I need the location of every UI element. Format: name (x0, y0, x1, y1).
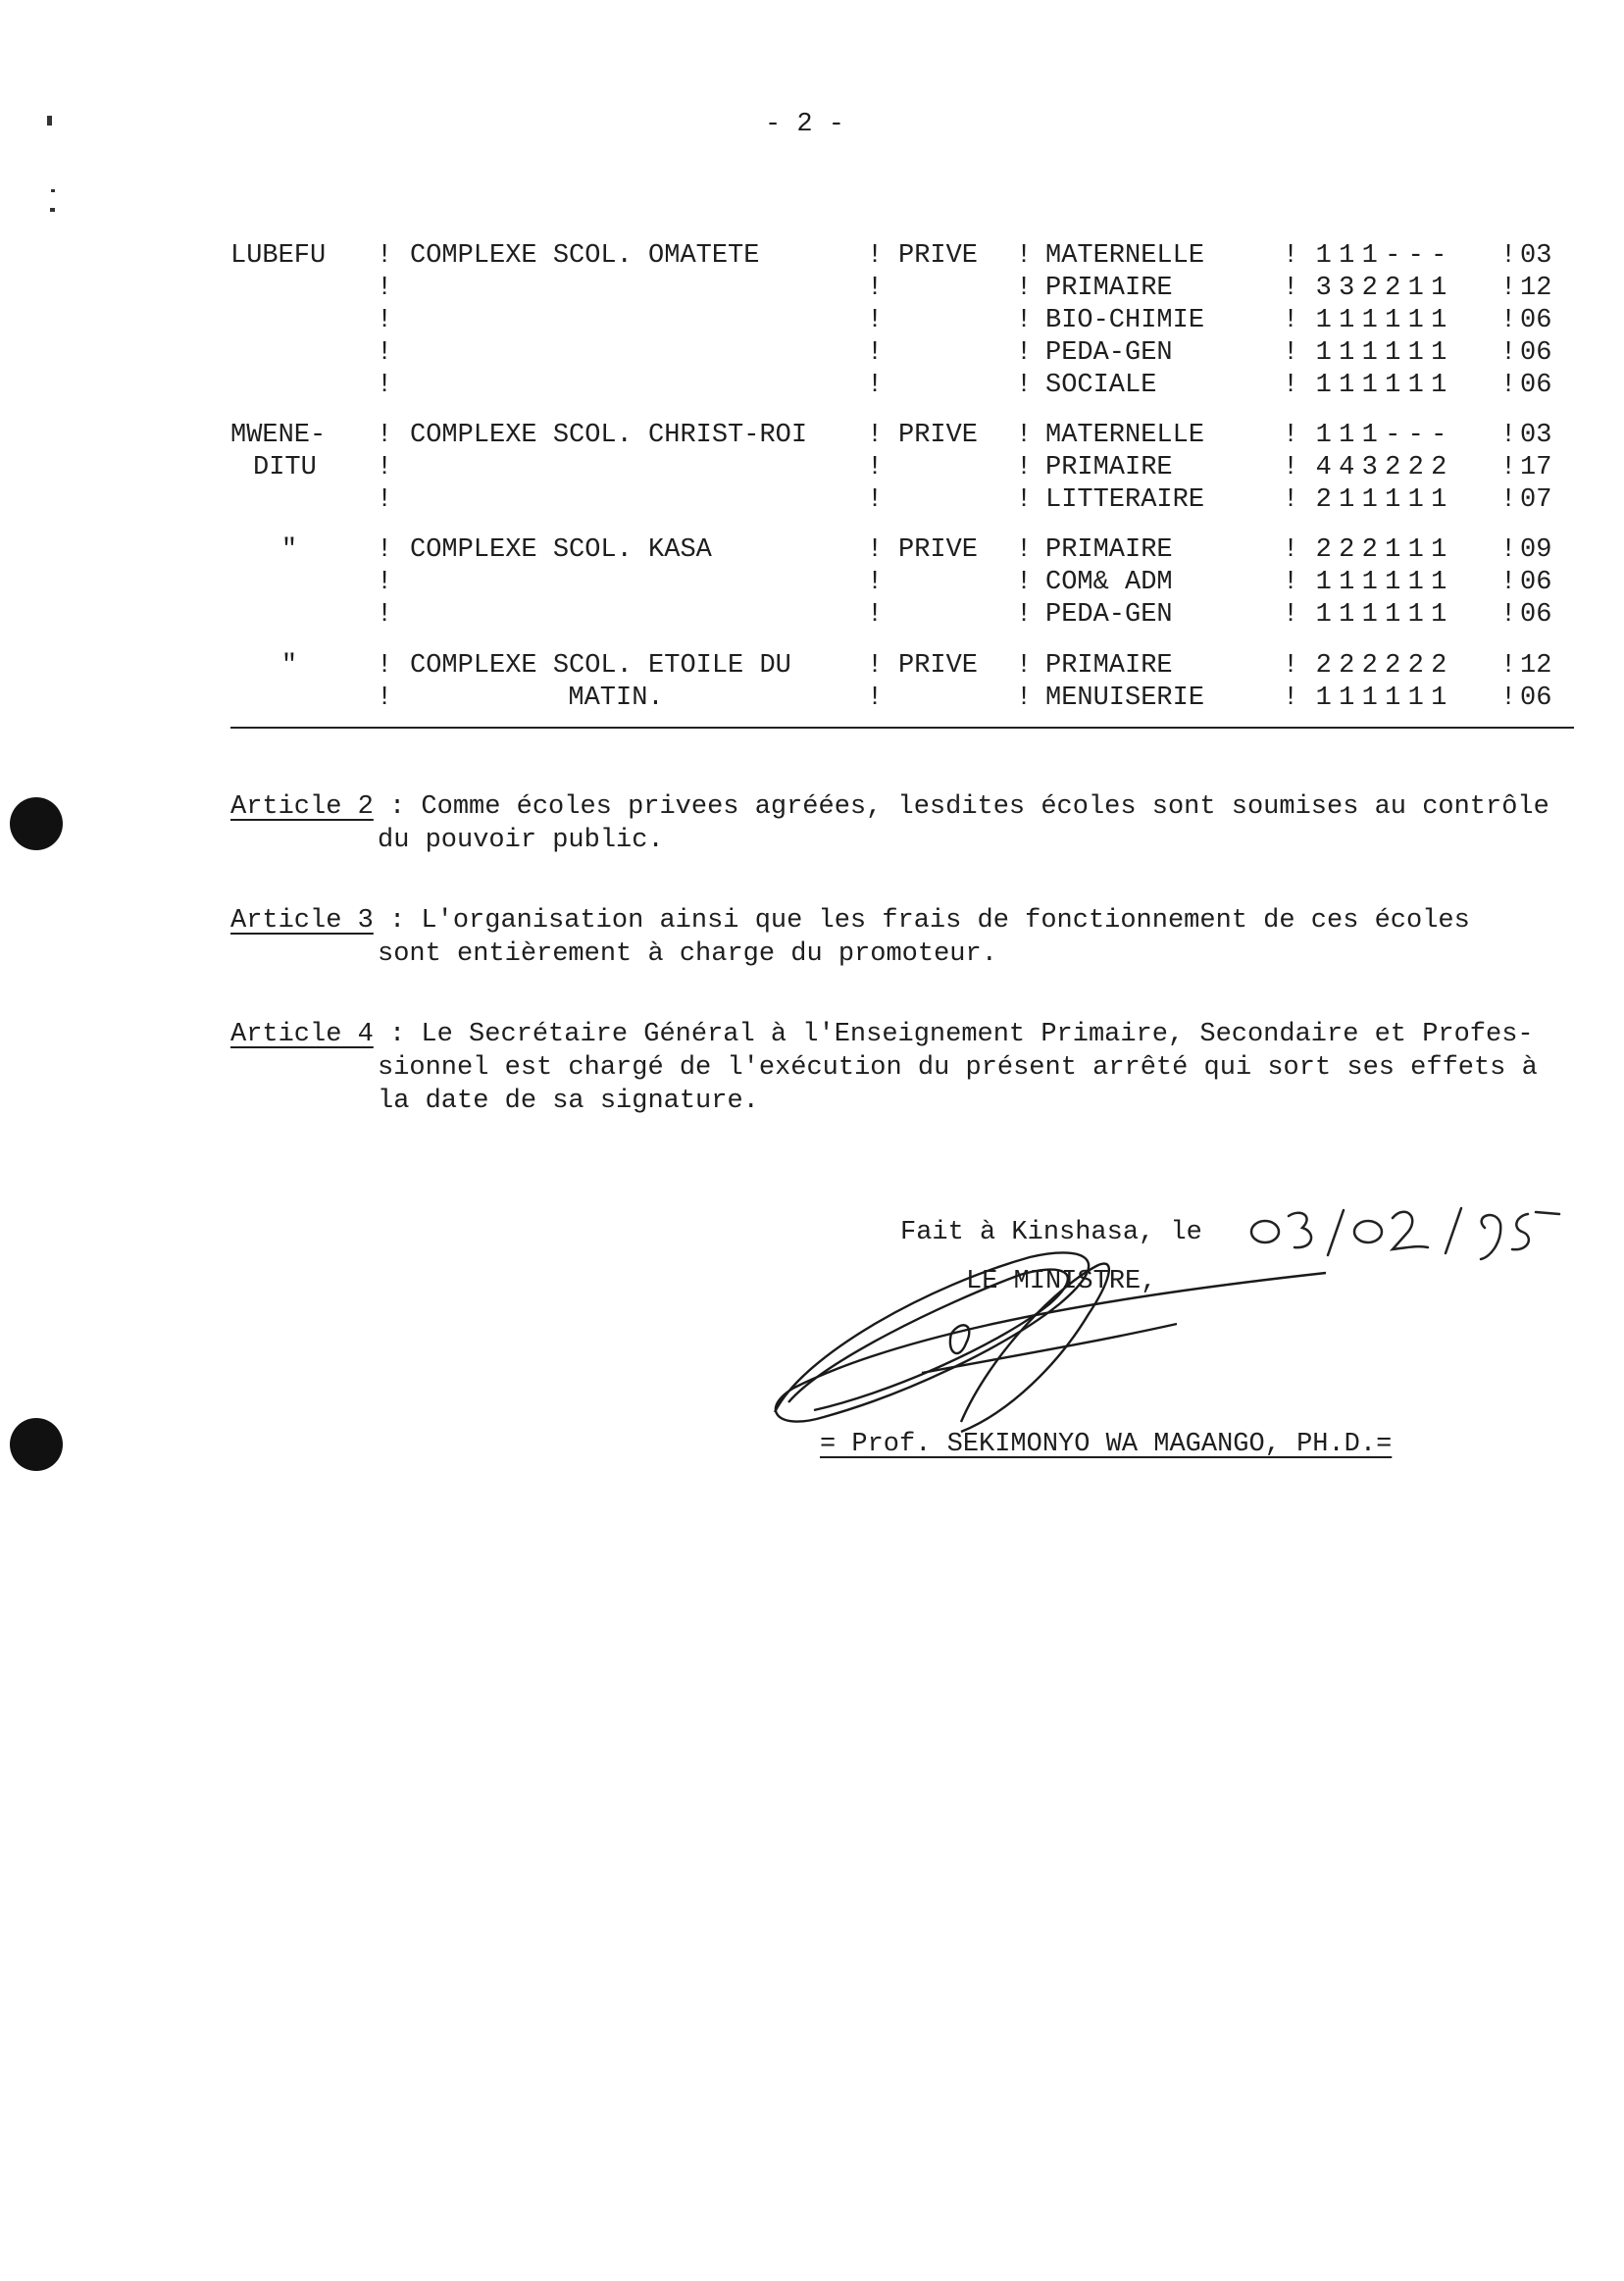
year-counts (1312, 370, 1503, 402)
column-separator: ! (1016, 274, 1033, 303)
year-count: 3 (1315, 274, 1332, 303)
column-separator: ! (1500, 684, 1517, 713)
table-bottom-rule (230, 727, 1574, 729)
year-count: 3 (1339, 274, 1355, 303)
year-count: 1 (1361, 600, 1378, 630)
article-text: : L'organisation ainsi que les frais de fonctionnement de ces écoles (373, 906, 1470, 936)
column-separator: ! (377, 535, 393, 565)
option-name: SOCIALE (1045, 371, 1157, 400)
school-city: DITU (253, 453, 317, 482)
year-count: 1 (1385, 485, 1401, 515)
column-separator: ! (1283, 306, 1299, 335)
year-counts (1312, 484, 1503, 517)
column-separator: ! (1500, 485, 1517, 515)
year-counts (1312, 650, 1503, 683)
column-separator: ! (377, 338, 393, 368)
column-separator: ! (1283, 651, 1299, 681)
column-separator: ! (377, 306, 393, 335)
year-counts (1312, 599, 1503, 632)
year-count: 1 (1315, 338, 1332, 368)
year-count: 1 (1339, 338, 1355, 368)
year-count: - (1407, 421, 1424, 450)
column-separator: ! (867, 453, 884, 482)
year-count: 1 (1339, 568, 1355, 597)
article (230, 1018, 1589, 1118)
option-total: 06 (1520, 600, 1552, 630)
year-count: - (1385, 421, 1401, 450)
year-count: 1 (1339, 371, 1355, 400)
column-separator: ! (1016, 306, 1033, 335)
column-separator: ! (1500, 371, 1517, 400)
article-text: la date de sa signature. (378, 1087, 759, 1116)
year-count: 2 (1339, 535, 1355, 565)
column-separator: ! (1016, 421, 1033, 450)
year-count: 2 (1361, 274, 1378, 303)
column-separator: ! (1016, 600, 1033, 630)
year-counts (1312, 240, 1503, 273)
year-count: 1 (1407, 600, 1424, 630)
option-name: BIO-CHIMIE (1045, 306, 1205, 335)
column-separator: ! (1500, 338, 1517, 368)
table-row (0, 305, 1624, 337)
column-separator: ! (1500, 453, 1517, 482)
column-separator: ! (1016, 485, 1033, 515)
year-counts (1312, 273, 1503, 305)
column-separator: ! (1016, 535, 1033, 565)
column-separator: ! (1500, 241, 1517, 271)
year-count: 1 (1315, 371, 1332, 400)
year-count: - (1407, 241, 1424, 271)
minister-title: LE MINISTRE, (966, 1267, 1157, 1296)
column-separator: ! (1016, 241, 1033, 271)
column-separator: ! (377, 651, 393, 681)
year-counts (1312, 337, 1503, 370)
option-name: PRIMAIRE (1045, 535, 1173, 565)
year-count: 1 (1431, 600, 1447, 630)
punch-hole (10, 1418, 63, 1471)
year-count: 2 (1315, 485, 1332, 515)
option-total: 17 (1520, 453, 1552, 482)
column-separator: ! (867, 306, 884, 335)
page-number: - 2 - (765, 110, 845, 139)
column-separator: ! (377, 274, 393, 303)
school-name: MATIN. (568, 684, 664, 713)
column-separator: ! (377, 684, 393, 713)
year-count: 2 (1385, 274, 1401, 303)
punch-hole (10, 797, 63, 850)
year-count: 1 (1407, 306, 1424, 335)
year-count: 1 (1315, 421, 1332, 450)
year-count: 2 (1315, 651, 1332, 681)
year-count: 1 (1431, 535, 1447, 565)
table-row (0, 567, 1624, 599)
year-counts (1312, 420, 1503, 452)
option-total: 12 (1520, 651, 1552, 681)
school-name: COMPLEXE SCOL. ETOILE DU (410, 651, 791, 681)
column-separator: ! (1283, 371, 1299, 400)
column-separator: ! (377, 453, 393, 482)
column-separator: ! (1500, 274, 1517, 303)
column-separator: ! (867, 600, 884, 630)
option-name: PRIMAIRE (1045, 274, 1173, 303)
option-name: PEDA-GEN (1045, 338, 1173, 368)
year-count: 1 (1361, 241, 1378, 271)
year-count: 1 (1385, 684, 1401, 713)
table-row (0, 599, 1624, 632)
column-separator: ! (1016, 651, 1033, 681)
year-count: - (1431, 241, 1447, 271)
column-separator: ! (377, 421, 393, 450)
article (230, 904, 1589, 971)
school-status: PRIVE (898, 651, 979, 681)
option-name: COM& ADM (1045, 568, 1173, 597)
option-total: 06 (1520, 306, 1552, 335)
year-count: 2 (1407, 453, 1424, 482)
year-count: 1 (1315, 306, 1332, 335)
year-count: 1 (1385, 535, 1401, 565)
year-count: 1 (1385, 568, 1401, 597)
school-name: COMPLEXE SCOL. CHRIST-ROI (410, 421, 808, 450)
year-count: 1 (1315, 600, 1332, 630)
column-separator: ! (867, 485, 884, 515)
option-total: 06 (1520, 371, 1552, 400)
year-count: 1 (1407, 568, 1424, 597)
article-text: du pouvoir public. (378, 826, 664, 855)
option-name: PRIMAIRE (1045, 453, 1173, 482)
year-count: 1 (1361, 568, 1378, 597)
option-total: 06 (1520, 684, 1552, 713)
option-name: MATERNELLE (1045, 421, 1205, 450)
table-row (0, 650, 1624, 683)
year-count: 1 (1361, 338, 1378, 368)
year-count: 1 (1361, 421, 1378, 450)
year-count: 1 (1407, 274, 1424, 303)
year-count: 1 (1431, 684, 1447, 713)
column-separator: ! (867, 684, 884, 713)
year-count: 2 (1315, 535, 1332, 565)
column-separator: ! (1283, 684, 1299, 713)
column-separator: ! (1500, 600, 1517, 630)
year-count: 2 (1431, 651, 1447, 681)
article-label: Article 2 (230, 792, 374, 822)
year-count: 2 (1431, 453, 1447, 482)
year-count: 1 (1315, 684, 1332, 713)
table-row (0, 370, 1624, 402)
minister-signature (765, 1245, 1334, 1442)
year-count: 1 (1407, 535, 1424, 565)
school-status: PRIVE (898, 535, 979, 565)
year-count: 1 (1385, 371, 1401, 400)
year-count: 1 (1431, 371, 1447, 400)
year-count: 1 (1361, 306, 1378, 335)
table-row (0, 273, 1624, 305)
year-count: 1 (1431, 485, 1447, 515)
article-label: Article 4 (230, 1020, 374, 1049)
article (230, 790, 1589, 857)
column-separator: ! (867, 651, 884, 681)
year-count: 1 (1431, 568, 1447, 597)
year-count: 2 (1407, 651, 1424, 681)
year-count: 1 (1339, 241, 1355, 271)
year-count: 3 (1361, 453, 1378, 482)
year-count: 1 (1339, 421, 1355, 450)
year-counts (1312, 683, 1503, 715)
year-count: 2 (1385, 453, 1401, 482)
year-count: 1 (1339, 485, 1355, 515)
column-separator: ! (1283, 535, 1299, 565)
signatory-name: = Prof. SEKIMONYO WA MAGANGO, PH.D.= (820, 1430, 1393, 1459)
column-separator: ! (1283, 241, 1299, 271)
year-count: - (1431, 421, 1447, 450)
scan-mark (51, 189, 55, 192)
option-total: 07 (1520, 485, 1552, 515)
article-text: sont entièrement à charge du promoteur. (378, 939, 997, 969)
year-count: 1 (1339, 684, 1355, 713)
scan-mark (47, 116, 52, 126)
option-total: 09 (1520, 535, 1552, 565)
column-separator: ! (867, 535, 884, 565)
year-count: 1 (1431, 338, 1447, 368)
school-city: MWENE- (230, 421, 327, 450)
column-separator: ! (1283, 274, 1299, 303)
table-row (0, 420, 1624, 452)
column-separator: ! (1500, 651, 1517, 681)
year-count: 1 (1407, 338, 1424, 368)
year-count: 1 (1431, 306, 1447, 335)
column-separator: ! (1283, 338, 1299, 368)
school-name: COMPLEXE SCOL. KASA (410, 535, 712, 565)
table-row (0, 683, 1624, 715)
column-separator: ! (1016, 568, 1033, 597)
article-text: sionnel est chargé de l'exécution du présent arrêté qui sort ses effets à (378, 1053, 1538, 1083)
column-separator: ! (867, 274, 884, 303)
year-count: 1 (1407, 485, 1424, 515)
option-name: MATERNELLE (1045, 241, 1205, 271)
year-count: - (1385, 241, 1401, 271)
year-count: 1 (1315, 241, 1332, 271)
option-name: LITTERAIRE (1045, 485, 1205, 515)
year-count: 1 (1407, 371, 1424, 400)
article-text: : Comme écoles privees agréées, lesdites écoles sont soumises au contrôle (373, 792, 1549, 822)
option-total: 03 (1520, 241, 1552, 271)
year-count: 4 (1339, 453, 1355, 482)
option-total: 12 (1520, 274, 1552, 303)
year-count: 1 (1385, 306, 1401, 335)
option-total: 06 (1520, 338, 1552, 368)
year-count: 2 (1339, 651, 1355, 681)
column-separator: ! (1500, 568, 1517, 597)
column-separator: ! (1500, 306, 1517, 335)
column-separator: ! (867, 371, 884, 400)
article-text: : Le Secrétaire Général à l'Enseignement Primaire, Secondaire et Profes- (373, 1020, 1534, 1049)
year-counts (1312, 534, 1503, 567)
column-separator: ! (377, 241, 393, 271)
column-separator: ! (1283, 568, 1299, 597)
column-separator: ! (1283, 485, 1299, 515)
year-count: 4 (1315, 453, 1332, 482)
table-row (0, 484, 1624, 517)
option-name: MENUISERIE (1045, 684, 1205, 713)
year-count: 1 (1431, 274, 1447, 303)
option-total: 06 (1520, 568, 1552, 597)
school-status: PRIVE (898, 241, 979, 271)
column-separator: ! (867, 338, 884, 368)
year-counts (1312, 305, 1503, 337)
year-counts (1312, 452, 1503, 484)
school-status: PRIVE (898, 421, 979, 450)
column-separator: ! (1016, 338, 1033, 368)
column-separator: ! (377, 485, 393, 515)
option-total: 03 (1520, 421, 1552, 450)
school-city: " (280, 535, 298, 565)
table-row (0, 534, 1624, 567)
year-count: 1 (1315, 568, 1332, 597)
column-separator: ! (1016, 371, 1033, 400)
column-separator: ! (1283, 453, 1299, 482)
column-separator: ! (1500, 535, 1517, 565)
place-date-line: Fait à Kinshasa, le (900, 1218, 1202, 1247)
column-separator: ! (867, 421, 884, 450)
column-separator: ! (1016, 684, 1033, 713)
school-city: LUBEFU (230, 241, 327, 271)
school-city: " (280, 651, 298, 681)
year-count: 1 (1361, 485, 1378, 515)
year-count: 1 (1385, 600, 1401, 630)
article-label: Article 3 (230, 906, 374, 936)
year-count: 2 (1385, 651, 1401, 681)
table-row (0, 337, 1624, 370)
year-count: 2 (1361, 535, 1378, 565)
year-count: 1 (1361, 684, 1378, 713)
year-counts (1312, 567, 1503, 599)
column-separator: ! (377, 568, 393, 597)
year-count: 1 (1339, 306, 1355, 335)
column-separator: ! (867, 241, 884, 271)
column-separator: ! (377, 371, 393, 400)
column-separator: ! (1016, 453, 1033, 482)
school-name: COMPLEXE SCOL. OMATETE (410, 241, 760, 271)
year-count: 1 (1385, 338, 1401, 368)
year-count: 2 (1361, 651, 1378, 681)
column-separator: ! (1283, 600, 1299, 630)
column-separator: ! (1283, 421, 1299, 450)
option-name: PEDA-GEN (1045, 600, 1173, 630)
option-name: PRIMAIRE (1045, 651, 1173, 681)
year-count: 1 (1361, 371, 1378, 400)
year-count: 1 (1339, 600, 1355, 630)
table-row (0, 240, 1624, 273)
year-count: 1 (1407, 684, 1424, 713)
column-separator: ! (1500, 421, 1517, 450)
column-separator: ! (867, 568, 884, 597)
column-separator: ! (377, 600, 393, 630)
table-row (0, 452, 1624, 484)
scan-mark (50, 208, 55, 212)
